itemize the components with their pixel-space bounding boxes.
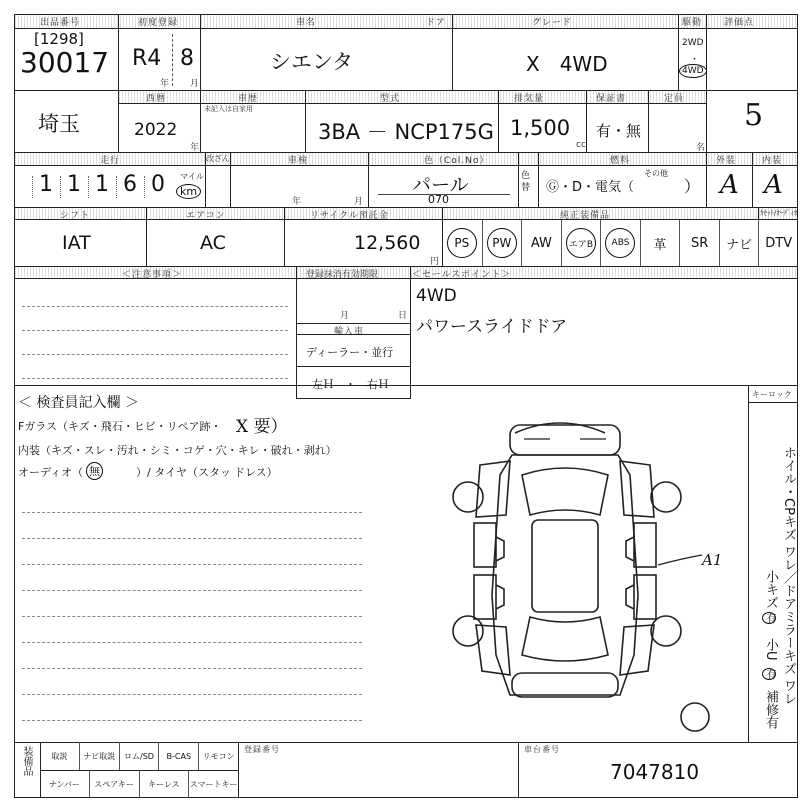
right-mirror	[626, 537, 634, 561]
recycle-fee: 12,560	[354, 232, 421, 254]
inspector-line3-b: ）/ タイヤ（スタッ	[136, 466, 231, 479]
equipment-label-text: エアB	[566, 228, 596, 258]
keyless-label: キーロック	[752, 390, 792, 399]
mileage-unit-mile: マイル	[180, 172, 204, 181]
sales-point-1: 4WD	[416, 286, 457, 306]
left-front-wheel	[453, 482, 483, 512]
right-front-wheel	[651, 482, 681, 512]
inspector-line3-c: ドレス）	[234, 466, 278, 479]
equipment-label-text: PS	[447, 228, 477, 258]
color-label: 色（Col.No）	[424, 156, 490, 166]
aircon: AC	[200, 232, 226, 254]
inspector-line2: 内装（キズ・スレ・汚れ・シミ・コゲ・穴・キレ・破れ・剥れ）	[18, 444, 337, 457]
inspection-label: 車歴	[238, 94, 259, 104]
caution-label: ＜注意事項＞	[122, 270, 183, 280]
footer-item: スペアキー	[89, 770, 139, 798]
score: 5	[744, 98, 764, 133]
model-name: シエンタ	[270, 50, 354, 74]
shaken-label: 車検	[288, 156, 309, 166]
month-unit: 月	[190, 79, 201, 89]
aircon-label: エアコン	[186, 211, 226, 221]
equipment-item	[482, 220, 522, 266]
prefecture: 埼玉	[38, 112, 80, 136]
footer-item: キーレス	[139, 770, 189, 798]
displacement-unit: cc	[576, 140, 586, 150]
capacity-unit: 名	[696, 143, 707, 153]
side-note-repair: 補修有	[763, 690, 778, 729]
right-rear-fender	[620, 625, 654, 675]
model-name-label: 車名	[296, 18, 317, 28]
inspector-line3-nashi: 無	[86, 462, 103, 480]
equipment-label-text: SR	[690, 235, 709, 251]
reg-month-unit: 月	[340, 311, 351, 321]
inspector-line3-a: オーディオ（	[18, 466, 84, 479]
side-note-sub1: 小キズ	[763, 570, 778, 609]
left-mirror	[496, 537, 504, 561]
mileage-digit-divider	[60, 176, 61, 198]
footer-item: ナビ取説	[79, 742, 119, 770]
year-unit-2: 年	[190, 143, 201, 153]
capacity-label: 定員	[664, 94, 685, 104]
footer-item: ロム/SD	[119, 742, 159, 770]
equipment-item	[719, 220, 759, 266]
equipment-item	[640, 220, 680, 266]
footer-item: スマートキー	[188, 770, 238, 798]
first-reg-label: 初度登録	[138, 18, 179, 28]
import-label: 輸入車	[334, 327, 365, 337]
shift: IAT	[62, 232, 91, 254]
car-damage-diagram	[440, 405, 740, 735]
side-note-ari-2: 有	[764, 669, 775, 679]
equipment-item	[442, 220, 482, 266]
equipment-label-text: DTV	[765, 235, 793, 251]
displacement: 1,500	[510, 116, 571, 140]
mileage-digit: 1	[95, 172, 109, 197]
mileage-digit-divider	[32, 176, 33, 198]
footer-item: B-CAS	[158, 742, 198, 770]
first-reg-era: R4	[132, 46, 162, 71]
roof	[532, 520, 598, 612]
footer-items-row1	[40, 742, 238, 770]
sales-point-label: ＜セールスポイント＞	[412, 270, 512, 280]
exterior: A	[720, 170, 739, 200]
mileage-digit-divider	[116, 176, 117, 198]
inspection-sub: 未記入は自家用	[204, 105, 253, 113]
color: パール	[412, 174, 469, 196]
mileage-unit-km: km	[176, 184, 201, 199]
right-front-fender	[620, 461, 654, 517]
footer-item: ナンバー	[48, 779, 80, 789]
equipment-item	[679, 220, 719, 266]
mileage-digit-divider	[88, 176, 89, 198]
western-year-label: 西暦	[146, 94, 167, 104]
equipment-label-text: ABS	[605, 228, 635, 258]
repaint-label: 色替	[521, 171, 531, 193]
displacement-label: 排気量	[514, 94, 545, 104]
footer-item: リモコン	[198, 742, 238, 770]
door-label: ドア	[426, 18, 446, 28]
import-value: ディーラー・並行	[306, 346, 394, 359]
equipment-item	[600, 220, 640, 266]
cassette-label: ｶｾｯﾄ/ｵｰﾃﾞｨｵ	[760, 209, 798, 217]
color-no: 070	[428, 193, 449, 206]
reg-day-unit: 日	[398, 311, 409, 321]
equipment-label: 純正装備品	[560, 211, 611, 221]
lot-code: [1298]	[34, 30, 84, 48]
interior-label: 内装	[762, 156, 783, 166]
first-reg-month: 8	[180, 46, 194, 71]
equipment-item	[758, 220, 798, 266]
side-note-ari-1: 有	[764, 613, 775, 623]
inspector-title: ＜ 検査員記入欄 ＞	[18, 395, 139, 411]
footer-equipment-title: 装備品	[21, 746, 32, 776]
steering: 左Ｈ ・ 右Ｈ	[312, 378, 389, 391]
equipment-item	[521, 220, 561, 266]
fuel-label: 燃料	[610, 156, 631, 166]
damage-pointer-line	[658, 555, 702, 565]
equipment-label-text: ナビ	[726, 237, 753, 253]
left-rear-wheel	[453, 616, 483, 646]
recycle-label: リサイクル預託金	[310, 211, 389, 221]
damage-mark-a1: A1	[702, 551, 723, 569]
exterior-label: 外装	[716, 156, 737, 166]
row4-label-strip	[15, 208, 797, 219]
model-code-label: 型式	[380, 94, 401, 104]
equipment-item	[561, 220, 601, 266]
score-label: 評価点	[724, 18, 755, 28]
shaken-year-unit: 年	[292, 197, 303, 207]
left-rear-fender	[476, 625, 510, 675]
sales-point-2: パワースライドドア	[416, 317, 568, 337]
drive-label: 駆動	[682, 18, 703, 28]
inspector-line1-mark: X 要）	[236, 417, 288, 437]
car-body	[492, 455, 638, 695]
lot-number: 30017	[20, 46, 110, 79]
side-note-main: ホイル・CPキズ ワレ／ドアミラーキズ ワレ	[781, 446, 796, 706]
row3-label-strip	[15, 153, 797, 165]
equipment-label-text: 革	[653, 237, 667, 253]
footer-item: 取説	[51, 751, 68, 761]
tampered-label: 改ざん	[206, 154, 230, 163]
year-unit: 年	[160, 79, 171, 89]
spare-wheel	[681, 703, 709, 731]
row1-label-strip	[15, 15, 797, 28]
reg-no-label: 登録番号	[244, 745, 280, 754]
recycle-unit: 円	[430, 257, 441, 267]
footer-items-row2	[40, 770, 238, 798]
rear-bumper	[512, 673, 618, 697]
right-front-door	[634, 523, 656, 567]
grade-label: グレード	[532, 18, 573, 28]
interior: A	[764, 170, 783, 200]
fuel-options: Ⓖ・D・電気（	[546, 180, 635, 195]
front-bumper	[510, 425, 620, 455]
equipment-label-text: AW	[530, 235, 552, 251]
fuel-other: その他	[644, 169, 668, 178]
windshield	[522, 468, 608, 515]
right-rear-wheel	[651, 616, 681, 646]
mileage-digit: 6	[123, 172, 137, 197]
registration-expiry-label: 登録抹消有効期限	[306, 270, 379, 280]
inspector-line1: Fガラス（キズ・飛石・ヒビ・リペア跡・	[18, 420, 222, 433]
left-front-door	[474, 523, 496, 567]
equipment-row	[442, 220, 798, 266]
western-year: 2022	[134, 120, 178, 140]
warranty-label: 保証書	[596, 94, 627, 104]
auction-no-label: 出品番号	[40, 18, 81, 28]
side-note-sub2: 小U	[763, 638, 778, 661]
chassis-label: 車台番号	[524, 745, 560, 754]
drive-4wd: 4WD	[679, 64, 707, 78]
warranty: 有・無	[596, 122, 642, 140]
mileage-digit: 0	[151, 172, 165, 197]
mileage-digit-divider	[144, 176, 145, 198]
drive-2wd: 2WD	[682, 38, 704, 48]
drive-dot: ・	[690, 55, 700, 65]
mileage-label: 走行	[100, 156, 121, 166]
mileage-digit: 1	[67, 172, 81, 197]
model-code: 3BA － NCP175G	[318, 120, 494, 144]
equipment-label-text: PW	[487, 228, 517, 258]
rear-glass	[522, 617, 608, 661]
fuel-close: ）	[684, 177, 701, 196]
shift-label: シフト	[60, 211, 91, 221]
grade: X 4WD	[526, 52, 608, 76]
mileage-digit: 1	[39, 172, 53, 197]
chassis-number: 7047810	[610, 760, 700, 784]
shaken-month-unit: 月	[354, 197, 365, 207]
